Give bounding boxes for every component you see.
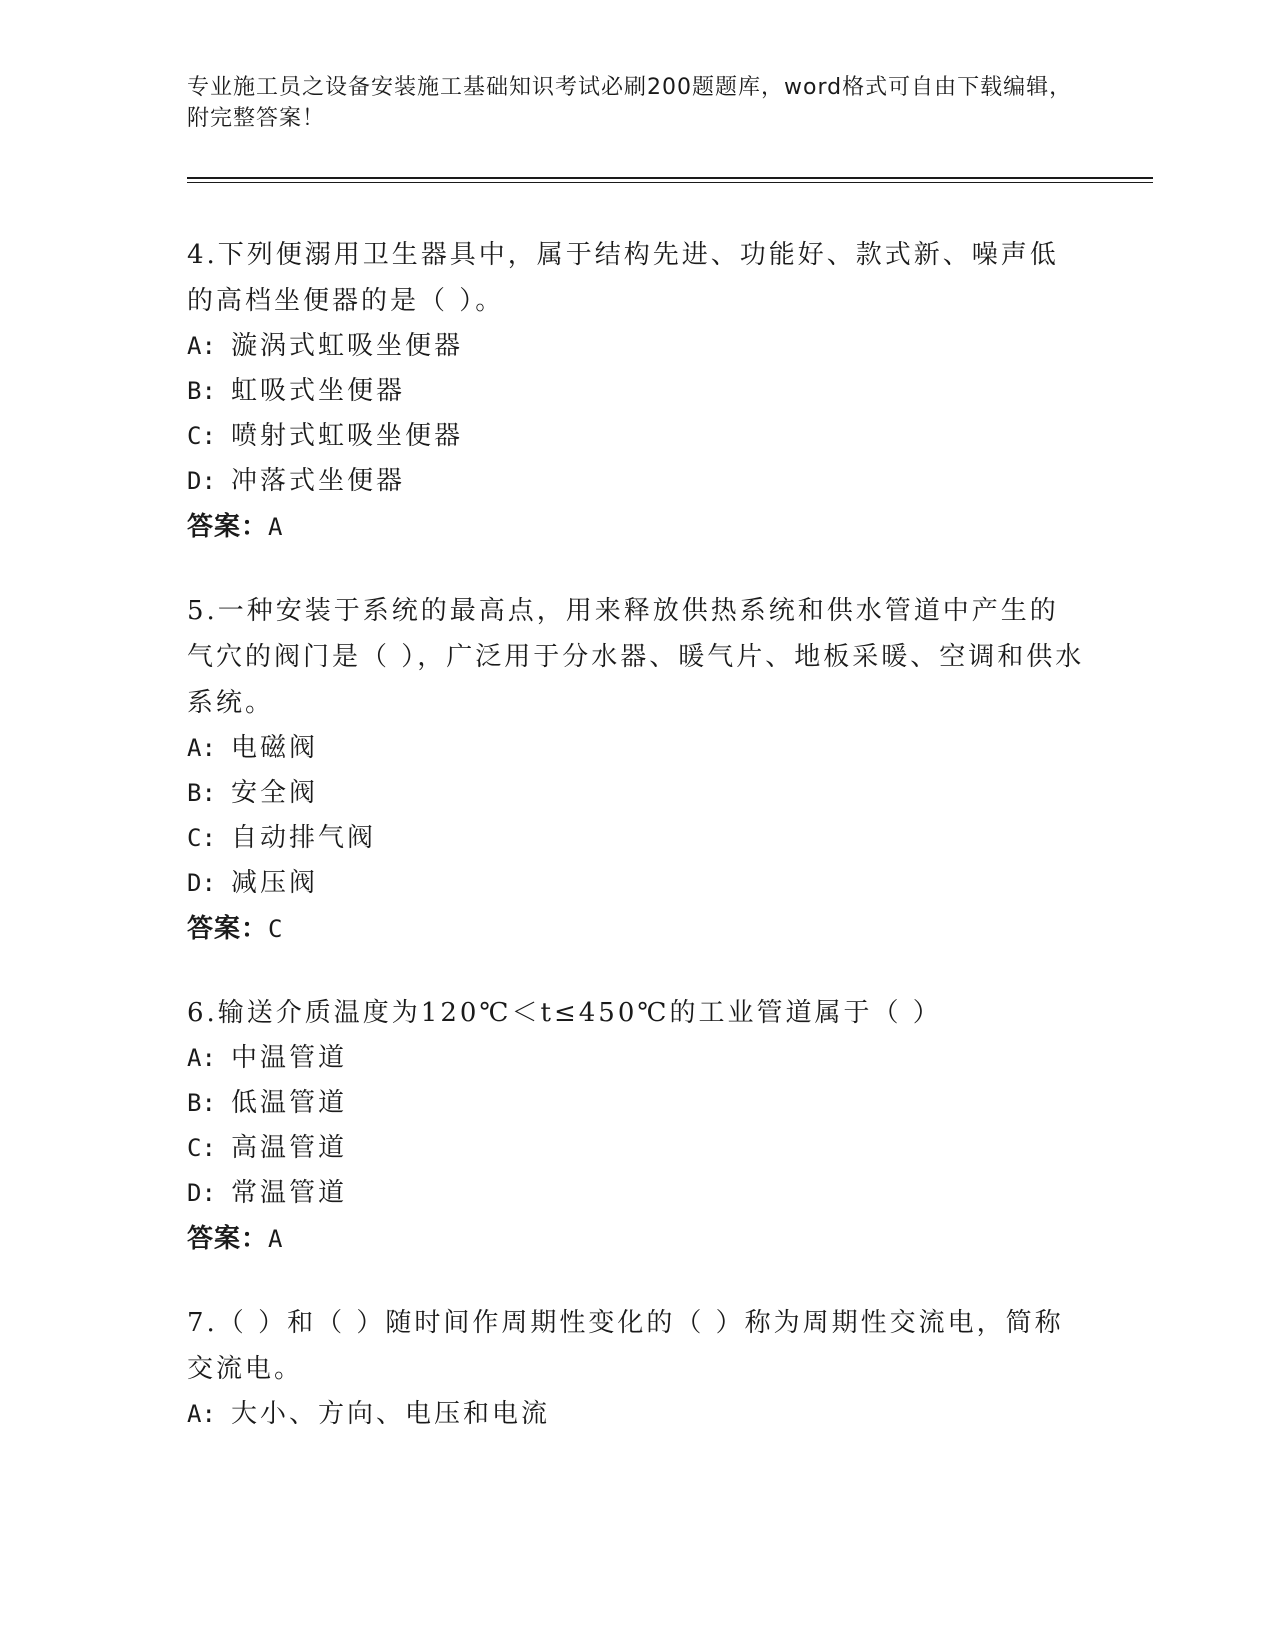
option-c <box>187 1126 1087 1171</box>
option-text: 虹吸式坐便器 <box>231 376 406 406</box>
option-text: 喷射式虹吸坐便器 <box>231 421 464 451</box>
option-text: 自动排气阀 <box>231 823 377 853</box>
question-5 <box>187 588 1087 952</box>
option-a <box>187 324 1087 369</box>
question-6 <box>187 990 1087 1262</box>
option-text: 电磁阀 <box>231 733 319 763</box>
option-text: 安全阀 <box>231 778 319 808</box>
option-b <box>187 1081 1087 1126</box>
answer-value: A <box>268 513 284 541</box>
option-a <box>187 1392 1087 1437</box>
option-b <box>187 771 1087 816</box>
option-d <box>187 861 1087 906</box>
option-text: 减压阀 <box>231 868 319 898</box>
option-c <box>187 414 1087 459</box>
option-text: 高温管道 <box>231 1133 348 1163</box>
option-key: B: <box>187 1089 216 1117</box>
question-list <box>187 232 1087 1475</box>
option-a <box>187 1036 1087 1081</box>
option-text: 低温管道 <box>231 1088 348 1118</box>
option-text: 漩涡式虹吸坐便器 <box>231 331 464 361</box>
option-text: 大小、方向、电压和电流 <box>231 1399 551 1429</box>
option-key: D: <box>187 467 216 495</box>
answer-label: 答案： <box>187 1224 269 1254</box>
question-text: 7.（ ）和（ ）随时间作周期性变化的（ ）称为周期性交流电，简称交流电。 <box>187 1308 1064 1384</box>
answer-label: 答案： <box>187 512 269 542</box>
option-d <box>187 1171 1087 1216</box>
document-header: 专业施工员之设备安装施工基础知识考试必刷200题题库，word格式可自由下载编辑，附完整答案！ <box>187 75 1073 131</box>
option-text: 中温管道 <box>231 1043 348 1073</box>
option-key: B: <box>187 779 216 807</box>
option-key: B: <box>187 377 216 405</box>
option-key: C: <box>187 422 216 450</box>
option-text: 冲落式坐便器 <box>231 466 406 496</box>
option-b <box>187 369 1087 414</box>
header-rule-thick <box>187 177 1153 179</box>
answer <box>187 1216 1087 1262</box>
question-text: 6.输送介质温度为120℃＜t≤450℃的工业管道属于（ ） <box>187 998 942 1028</box>
option-a <box>187 726 1087 771</box>
option-c <box>187 816 1087 861</box>
header-rule-thin <box>187 182 1153 183</box>
answer-label: 答案： <box>187 914 269 944</box>
option-d <box>187 459 1087 504</box>
option-key: D: <box>187 1179 216 1207</box>
option-text: 常温管道 <box>231 1178 348 1208</box>
answer-value: A <box>268 1225 284 1253</box>
option-key: C: <box>187 1134 216 1162</box>
question-text: 5.一种安装于系统的最高点，用来释放供热系统和供水管道中产生的气穴的阀门是（ ），广泛用于分水器、暖气片、地板采暖、空调和供水系统。 <box>187 596 1085 718</box>
question-4 <box>187 232 1087 550</box>
option-key: A: <box>187 1400 216 1428</box>
option-key: A: <box>187 1044 216 1072</box>
option-key: C: <box>187 824 216 852</box>
option-key: A: <box>187 734 216 762</box>
option-key: D: <box>187 869 216 897</box>
answer <box>187 504 1087 550</box>
answer <box>187 906 1087 952</box>
option-key: A: <box>187 332 216 360</box>
answer-value: C <box>268 915 284 943</box>
question-text: 4.下列便溺用卫生器具中，属于结构先进、功能好、款式新、噪声低的高档坐便器的是（ ）。 <box>187 240 1059 316</box>
question-7 <box>187 1300 1087 1437</box>
